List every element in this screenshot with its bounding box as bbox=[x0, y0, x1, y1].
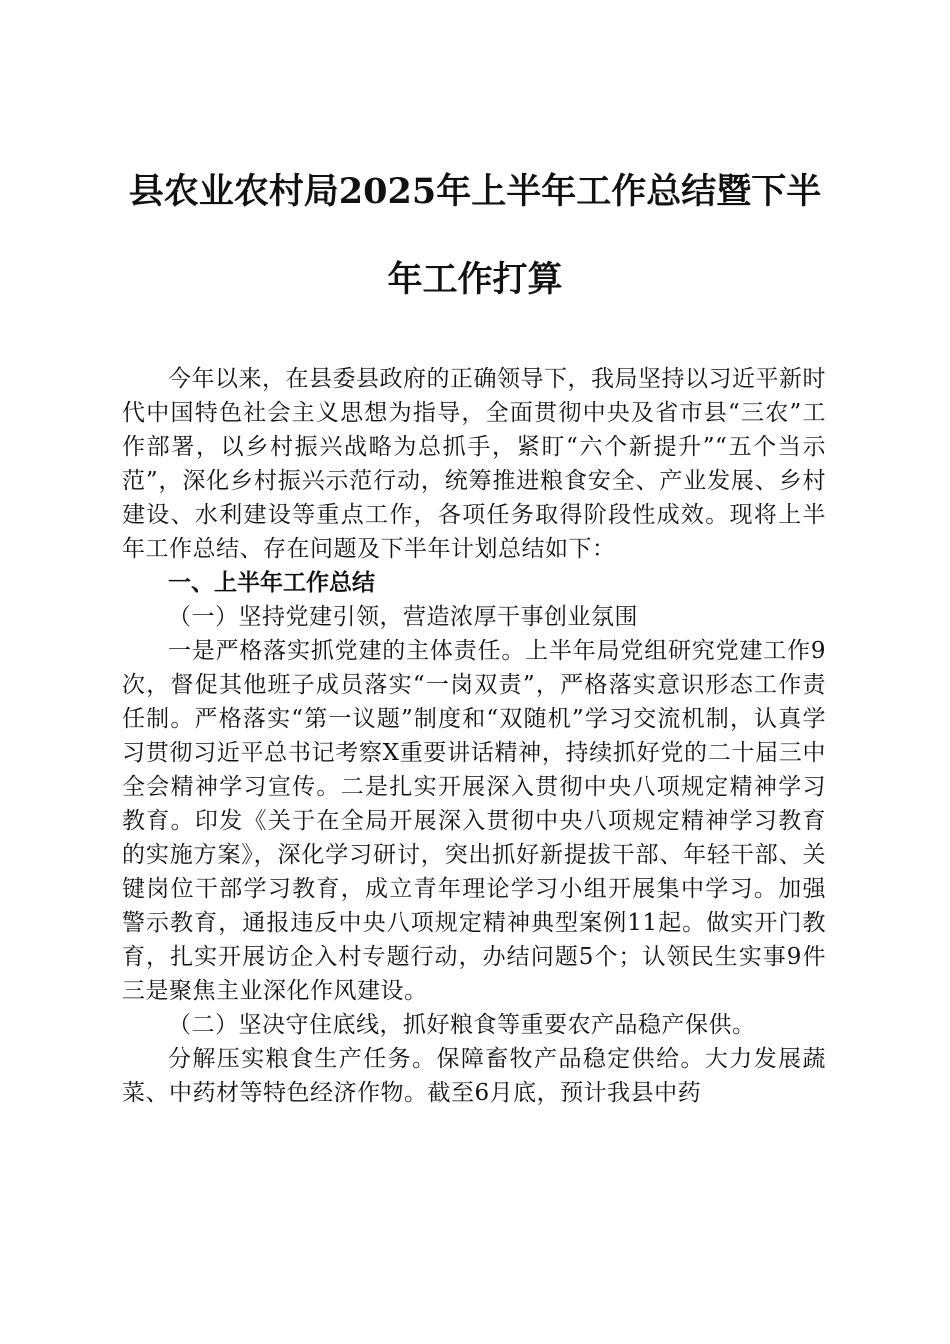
subsection-heading-2: （二）坚决守住底线，抓好粮食等重要农产品稳产保供。 bbox=[168, 1012, 756, 1038]
document-title-line-2: 年工作打算 bbox=[387, 259, 563, 300]
intro-paragraph: 今年以来，在县委县政府的正确领导下，我局坚持以习近平新时代中国特色社会主义思想为指导，全面贯彻中央及省市县“三农”工作部署，以乡村振兴战略为总抓手，紧盯“六个新提升”“五个当示范”，深化乡村振兴示范行动，统筹推进粮食安全、产业发展、乡村建设、水利建设等重点工作，各项任务取得阶段性成效。现将上半年工作总结、存在问题及下半年计划总结如下： bbox=[122, 366, 826, 562]
subsection-1-paragraph: 一是严格落实抓党建的主体责任。上半年局党组研究党建工作9次，督促其他班子成员落实“一岗双责”，严格落实意识形态工作责任制。严格落实“第一议题”制度和“双随机”学习交流机制，认真学习贯彻习近平总书记考察X重要讲话精神，持续抓好党的二十届三中全会精神学习宣传。二是扎实开展深入贯彻中央八项规定精神学习教育。印发《关于在全局开展深入贯彻中央八项规定精神学习教育的实施方案》，深化学习研讨，突出抓好新提拔干部、年轻干部、关键岗位干部学习教育，成立青年理论学习小组开展集中学习。加强警示教育，通报违反中央八项规定精神典型案例11起。做实开门教育，扎实开展访企入村专题行动，办结问题5个；认领民生实事9件三是聚焦主业深化作风建设。 bbox=[122, 638, 826, 1004]
subsection-2-paragraph: 分解压实粮食生产任务。保障畜牧产品稳定供给。大力发展蔬菜、中药材等特色经济作物。截至6月底，预计我县中药 bbox=[122, 1046, 826, 1106]
document-body bbox=[122, 362, 826, 1110]
document-title-line-1: 县农业农村局2025年上半年工作总结暨下半 bbox=[128, 171, 822, 212]
subsection-heading-1: （一）坚持党建引领，营造浓厚干事创业氛围 bbox=[168, 604, 638, 630]
document-title bbox=[110, 168, 840, 304]
section-heading-1: 一、上半年工作总结 bbox=[168, 570, 375, 596]
